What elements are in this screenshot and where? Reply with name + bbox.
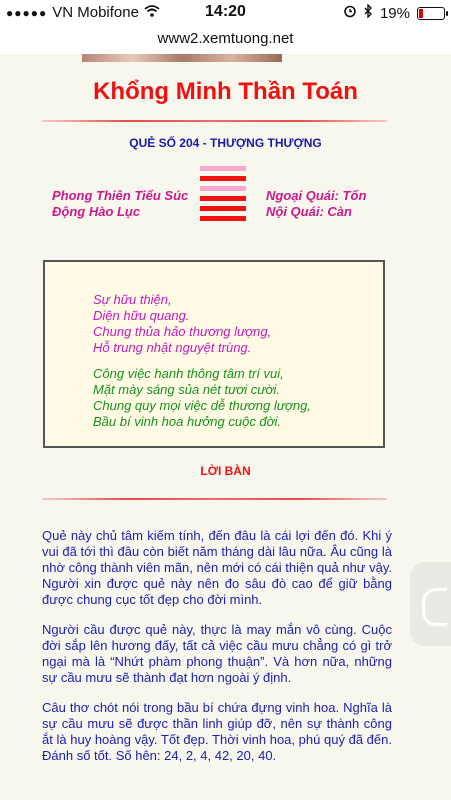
trigram-right-line: Ngoại Quái: Tốn — [266, 188, 367, 203]
poem-line: Chung thủa hảo thương lượng, — [93, 324, 272, 339]
poem-line: Mặt mày sáng sủa nét tươi cười. — [93, 382, 280, 397]
page-title: Khổng Minh Thần Toán — [93, 78, 358, 105]
bluetooth-icon — [364, 4, 373, 22]
hexagram-name: QUẺ SỐ 204 - THƯỢNG THƯỢNG — [129, 136, 322, 150]
poem-line: Bầu bí vinh hoa hưởng cuộc đời. — [93, 414, 282, 429]
alarm-clock-icon — [343, 4, 357, 22]
signal-strength-icon: ●●●●● — [6, 5, 48, 20]
commentary-paragraph: Quẻ này chủ tâm kiếm tính, đến đâu là cái lợi đến đó. Khi ý vui đã tới thì đâu còn biết năm tháng dài lâu nữa. Âu cũng là nhờ công thành viên mãn, nên mới có cái thiện quả như vậy. Người xin được quẻ này nên đo sâu đò cao để giữ bằng được chung cục tốt đẹp cho đời mình. — [42, 528, 392, 607]
hexagram-line — [200, 176, 246, 181]
trigram-right — [266, 188, 366, 220]
poem-line: Hỗ trung nhật nguyệt trùng. — [93, 340, 252, 355]
header-image — [82, 54, 282, 62]
battery-percent: 19% — [379, 4, 410, 22]
poem-line: Sự hữu thiện, — [93, 292, 172, 307]
clock: 14:20 — [205, 3, 246, 20]
battery-icon — [417, 7, 445, 20]
divider-top — [42, 120, 387, 122]
poem-line: Diện hữu quang. — [93, 308, 190, 323]
hexagram-line — [200, 166, 246, 171]
status-bar — [0, 0, 451, 26]
hexagram-line — [200, 216, 246, 221]
address-bar[interactable]: www2.xemtuong.net — [0, 26, 451, 54]
trigram-left-line: Động Hào Lục — [52, 204, 141, 219]
trigram-left — [52, 188, 188, 220]
poem-line: Công việc hanh thông tâm trí vui, — [93, 366, 284, 381]
hexagram-line — [200, 196, 246, 201]
poem-verse-translation — [93, 366, 311, 430]
divider-bottom — [42, 498, 387, 500]
poem-box — [43, 260, 385, 448]
trigram-left-line: Phong Thiên Tiểu Súc — [52, 188, 189, 203]
hexagram-symbol — [200, 166, 246, 226]
carrier-name: VN Mobifone — [52, 4, 139, 21]
poem-line: Chung quy mọi việc dễ thương lượng, — [93, 398, 311, 413]
section-title: LỜI BÀN — [200, 464, 251, 478]
trigram-right-line: Nội Quái: Càn — [266, 204, 352, 219]
poem-verse-original — [93, 292, 271, 356]
status-icons — [343, 4, 445, 22]
hexagram-line — [200, 186, 246, 191]
commentary-paragraph: Người cầu được quẻ này, thực là may mắn vô cùng. Cuộc đời sắp lên hương đấy, tất cả việc cầu mưu chẳng có gì trở ngại mà là “Nhứt phàm phong thuận”. Và hơn nữa, những sự cầu mưu sẽ thành đạt hơn ngoài ý định. — [42, 622, 392, 685]
commentary-paragraph: Câu thơ chót nói trong bầu bí chứa đựng vinh hoa. Nghĩa là sự cầu mưu sẽ được thần linh giúp đỡ, nên sự thành công ắt là huy hoàng vậy. Tốt đẹp. Thời vinh hoa, phú quý đã đến. Đánh số tốt. Số hên: 24, 2, 4, 42, 20, 40. — [42, 700, 392, 763]
side-pull-tab[interactable] — [410, 562, 451, 646]
hexagram-line — [200, 206, 246, 211]
